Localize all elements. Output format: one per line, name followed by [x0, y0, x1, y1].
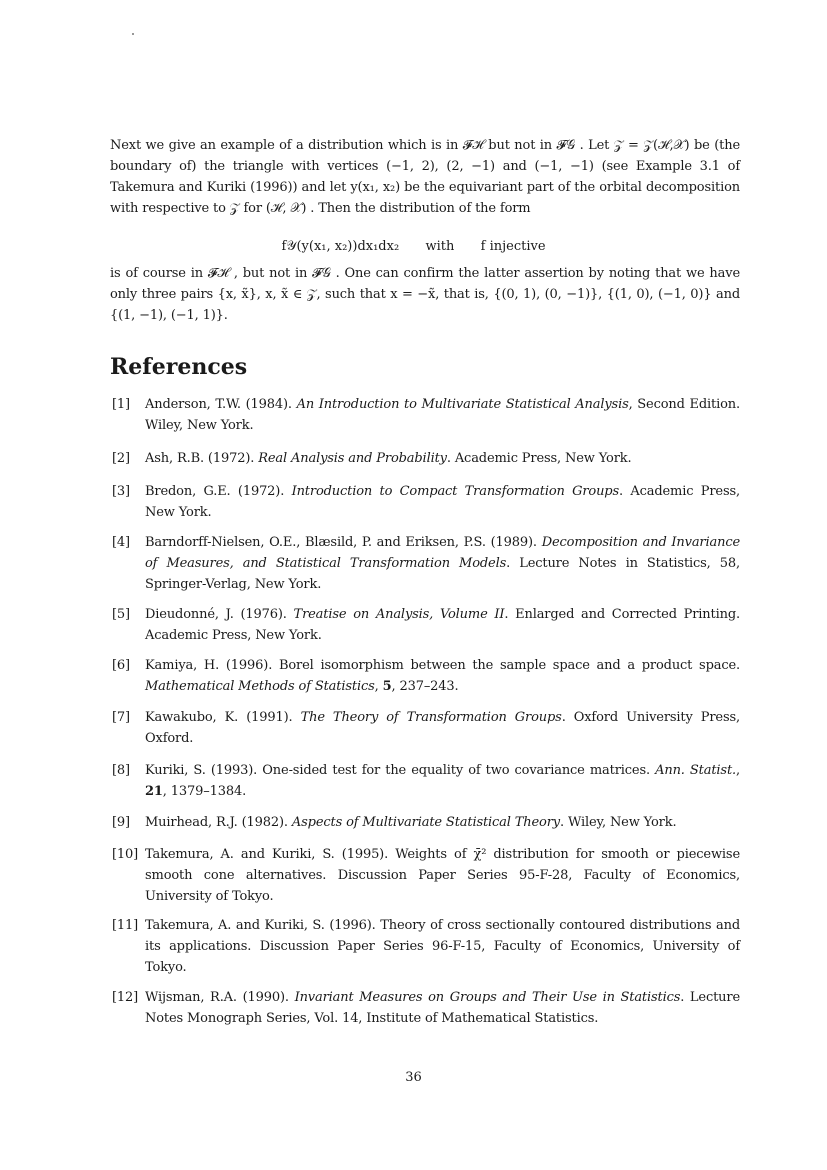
reference-text	[145, 655, 740, 697]
reference-text	[145, 394, 740, 436]
reference-text	[145, 844, 740, 907]
reference-title: Aspects of Multivariate Statistical Theory	[291, 815, 560, 830]
reference-text	[145, 481, 740, 523]
reference-title: Invariant Measures on Groups and Their Use in Statistics	[294, 990, 681, 1005]
reference-text	[145, 707, 740, 749]
reference-authors: Takemura, A. and Kuriki, S. (1995). Weights of χ̄² distribution for smooth or piecewise smooth cone alternatives. Discussion Paper Series 95-F-28, Faculty of Economics, University of Tokyo.	[145, 847, 740, 904]
reference-item	[112, 655, 740, 697]
reference-text	[145, 532, 740, 595]
reference-item	[112, 448, 740, 469]
scan-speck	[132, 33, 134, 35]
references-heading: References	[110, 354, 248, 380]
reference-title: The Theory of Transformation Groups	[300, 710, 562, 725]
reference-item	[112, 707, 740, 749]
reference-title: Ann. Statist.	[655, 763, 737, 778]
reference-title: Mathematical Methods of Statistics	[145, 679, 375, 694]
reference-text	[145, 915, 740, 978]
reference-number: [1]	[112, 397, 130, 412]
example-paragraph: Next we give an example of a distribution which is in 𝓕ℋ but not in 𝓕𝒢 . Let 𝒵 = 𝒵(ℋ,𝒳) be (the boundary of) the triangle with vertices (−1, 2), (2, −1) and (−1, −1) (see Example 3.1 of Takemura and Kuriki (1996)) and let y(x₁, x₂) be the equivariant part of the orbital decomposition with respective to 𝒵 for (ℋ, 𝒳) . Then the distribution of the form	[110, 138, 740, 216]
reference-authors: Kamiya, H. (1996). Borel isomorphism between the sample space and a product space.	[145, 658, 740, 673]
reference-number: [12]	[112, 990, 139, 1005]
reference-item	[112, 481, 740, 523]
reference-number: [8]	[112, 763, 130, 778]
reference-item	[112, 532, 740, 595]
reference-separator: ,	[374, 679, 383, 694]
reference-item	[112, 844, 740, 907]
reference-title: Introduction to Compact Transformation Groups	[291, 484, 620, 499]
formula-expression: f𝒴(y(x₁, x₂))dx₁dx₂	[281, 239, 400, 254]
reference-publisher: , Second Edition. Wiley, New York.	[145, 397, 740, 433]
reference-title: Real Analysis and Probability	[258, 451, 447, 466]
reference-text	[145, 604, 740, 646]
display-formula	[0, 236, 827, 257]
reference-separator: ,	[736, 763, 740, 778]
reference-text	[145, 987, 740, 1029]
formula-condition: f injective	[480, 239, 546, 254]
reference-number: [2]	[112, 451, 130, 466]
reference-publisher: . Lecture Notes in Statistics, 58, Springer-Verlag, New York.	[145, 556, 741, 592]
reference-text	[145, 812, 740, 833]
reference-number: [5]	[112, 607, 130, 622]
reference-text	[145, 760, 740, 802]
reference-publisher: , 237–243.	[391, 679, 459, 694]
assertion-paragraph: is of course in 𝓕ℋ , but not in 𝓕𝒢 . One can confirm the latter assertion by noting that we have only three pairs {x, x̃}, x, x̃ ∈ 𝒵, such that x = −x̃, that is, {(0, 1), (0, −1)}, {(1, 0), (−1, 0)} and {(1, −1), (−1, 1)}.	[110, 266, 740, 323]
reference-title: Decomposition and Invariance of Measures, and Statistical Transformation Models	[145, 535, 740, 571]
reference-publisher: . Oxford University Press, Oxford.	[145, 710, 740, 746]
reference-volume: 21	[145, 784, 163, 799]
reference-authors: Wijsman, R.A. (1990).	[145, 990, 295, 1005]
reference-publisher: . Lecture Notes Monograph Series, Vol. 14, Institute of Mathematical Statistics.	[145, 990, 740, 1026]
reference-item	[112, 604, 740, 646]
reference-publisher: . Academic Press, New York.	[446, 451, 632, 466]
reference-number: [4]	[112, 535, 130, 550]
reference-publisher: , 1379–1384.	[162, 784, 247, 799]
reference-number: [6]	[112, 658, 130, 673]
reference-volume: 5	[382, 679, 392, 694]
reference-authors: Dieudonné, J. (1976).	[145, 607, 294, 622]
reference-authors: Kawakubo, K. (1991).	[145, 710, 301, 725]
reference-authors: Takemura, A. and Kuriki, S. (1996). Theory of cross sectionally contoured distributions and its applications. Discussion Paper Series 96-F-15, Faculty of Economics, University of Tokyo.	[145, 918, 740, 975]
reference-publisher: . Enlarged and Corrected Printing. Academic Press, New York.	[145, 607, 740, 643]
reference-authors: Ash, R.B. (1972).	[145, 451, 259, 466]
reference-item	[112, 987, 740, 1029]
reference-item	[112, 915, 740, 978]
reference-text	[145, 448, 740, 469]
reference-number: [9]	[112, 815, 130, 830]
reference-number: [3]	[112, 484, 130, 499]
reference-publisher: . Wiley, New York.	[560, 815, 677, 830]
reference-title: An Introduction to Multivariate Statistical Analysis	[296, 397, 629, 412]
reference-authors: Kuriki, S. (1993). One-sided test for the equality of two covariance matrices.	[145, 763, 656, 778]
reference-publisher: . Academic Press, New York.	[145, 484, 740, 520]
formula-with-word: with	[425, 239, 455, 254]
reference-item	[112, 394, 740, 436]
reference-number: [11]	[112, 918, 139, 933]
reference-authors: Muirhead, R.J. (1982).	[145, 815, 292, 830]
reference-number: [7]	[112, 710, 130, 725]
reference-number: [10]	[112, 847, 139, 862]
reference-item	[112, 760, 740, 802]
reference-authors: Bredon, G.E. (1972).	[145, 484, 292, 499]
reference-authors: Barndorff-Nielsen, O.E., Blæsild, P. and Eriksen, P.S. (1989).	[145, 535, 542, 550]
reference-authors: Anderson, T.W. (1984).	[145, 397, 297, 412]
page-number: 36	[405, 1070, 422, 1085]
reference-title: Treatise on Analysis, Volume II	[293, 607, 505, 622]
reference-item	[112, 812, 740, 833]
